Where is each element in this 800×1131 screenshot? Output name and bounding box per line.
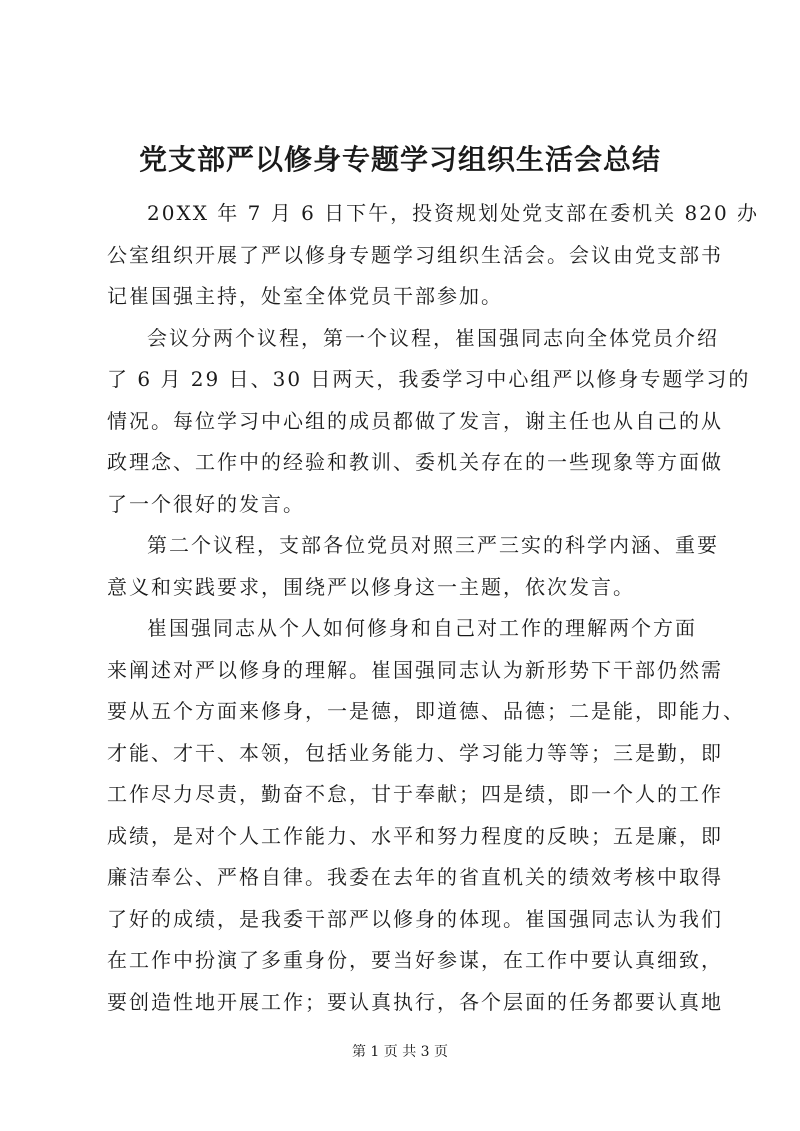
page-number: 第 1 页 共 3 页 xyxy=(351,1044,449,1060)
body-line: 20XX 年 7 月 6 日下午，投资规划处党支部在委机关 820 办 xyxy=(147,201,760,225)
body-line: 崔国强同志从个人如何修身和自己对工作的理解两个方面 xyxy=(147,616,697,640)
body-line: 成绩，是对个人工作能力、水平和努力程度的反映；五是廉，即 xyxy=(107,824,723,848)
body-line: 第二个议程，支部各位党员对照三严三实的科学内涵、重要 xyxy=(147,533,719,557)
body-line: 来阐述对严以修身的理解。崔国强同志认为新形势下干部仍然需 xyxy=(107,658,723,682)
body-line: 公室组织开展了严以修身专题学习组织生活会。会议由党支部书 xyxy=(107,243,723,267)
body-line: 要从五个方面来修身，一是德，即道德、品德；二是能，即能力、 xyxy=(107,699,745,723)
body-line: 工作尽力尽责，勤奋不怠，甘于奉献；四是绩，即一个人的工作 xyxy=(107,782,723,806)
document-title: 党支部严以修身专题学习组织生活会总结 xyxy=(138,143,661,176)
body-line: 了一个很好的发言。 xyxy=(107,492,305,516)
body-line: 要创造性地开展工作；要认真执行，各个层面的任务都要认真地 xyxy=(107,990,723,1014)
body-line: 了好的成绩，是我委干部严以修身的体现。崔国强同志认为我们 xyxy=(107,907,723,931)
body-line: 才能、才干、本领，包括业务能力、学习能力等等；三是勤，即 xyxy=(107,741,723,765)
body-line: 廉洁奉公、严格自律。我委在去年的省直机关的绩效考核中取得 xyxy=(107,865,723,889)
body-line: 记崔国强主持，处室全体党员干部参加。 xyxy=(107,284,503,308)
body-line: 在工作中扮演了多重身份，要当好参谋，在工作中要认真细致， xyxy=(107,948,723,972)
body-line: 会议分两个议程，第一个议程，崔国强同志向全体党员介绍 xyxy=(147,326,719,350)
body-line: 情况。每位学习中心组的成员都做了发言，谢主任也从自己的从 xyxy=(107,409,723,433)
body-line: 政理念、工作中的经验和教训、委机关存在的一些现象等方面做 xyxy=(107,450,723,474)
body-line: 意义和实践要求，围绕严以修身这一主题，依次发言。 xyxy=(107,575,635,599)
body-line: 了 6 月 29 日、30 日两天，我委学习中心组严以修身专题学习的 xyxy=(107,367,751,391)
